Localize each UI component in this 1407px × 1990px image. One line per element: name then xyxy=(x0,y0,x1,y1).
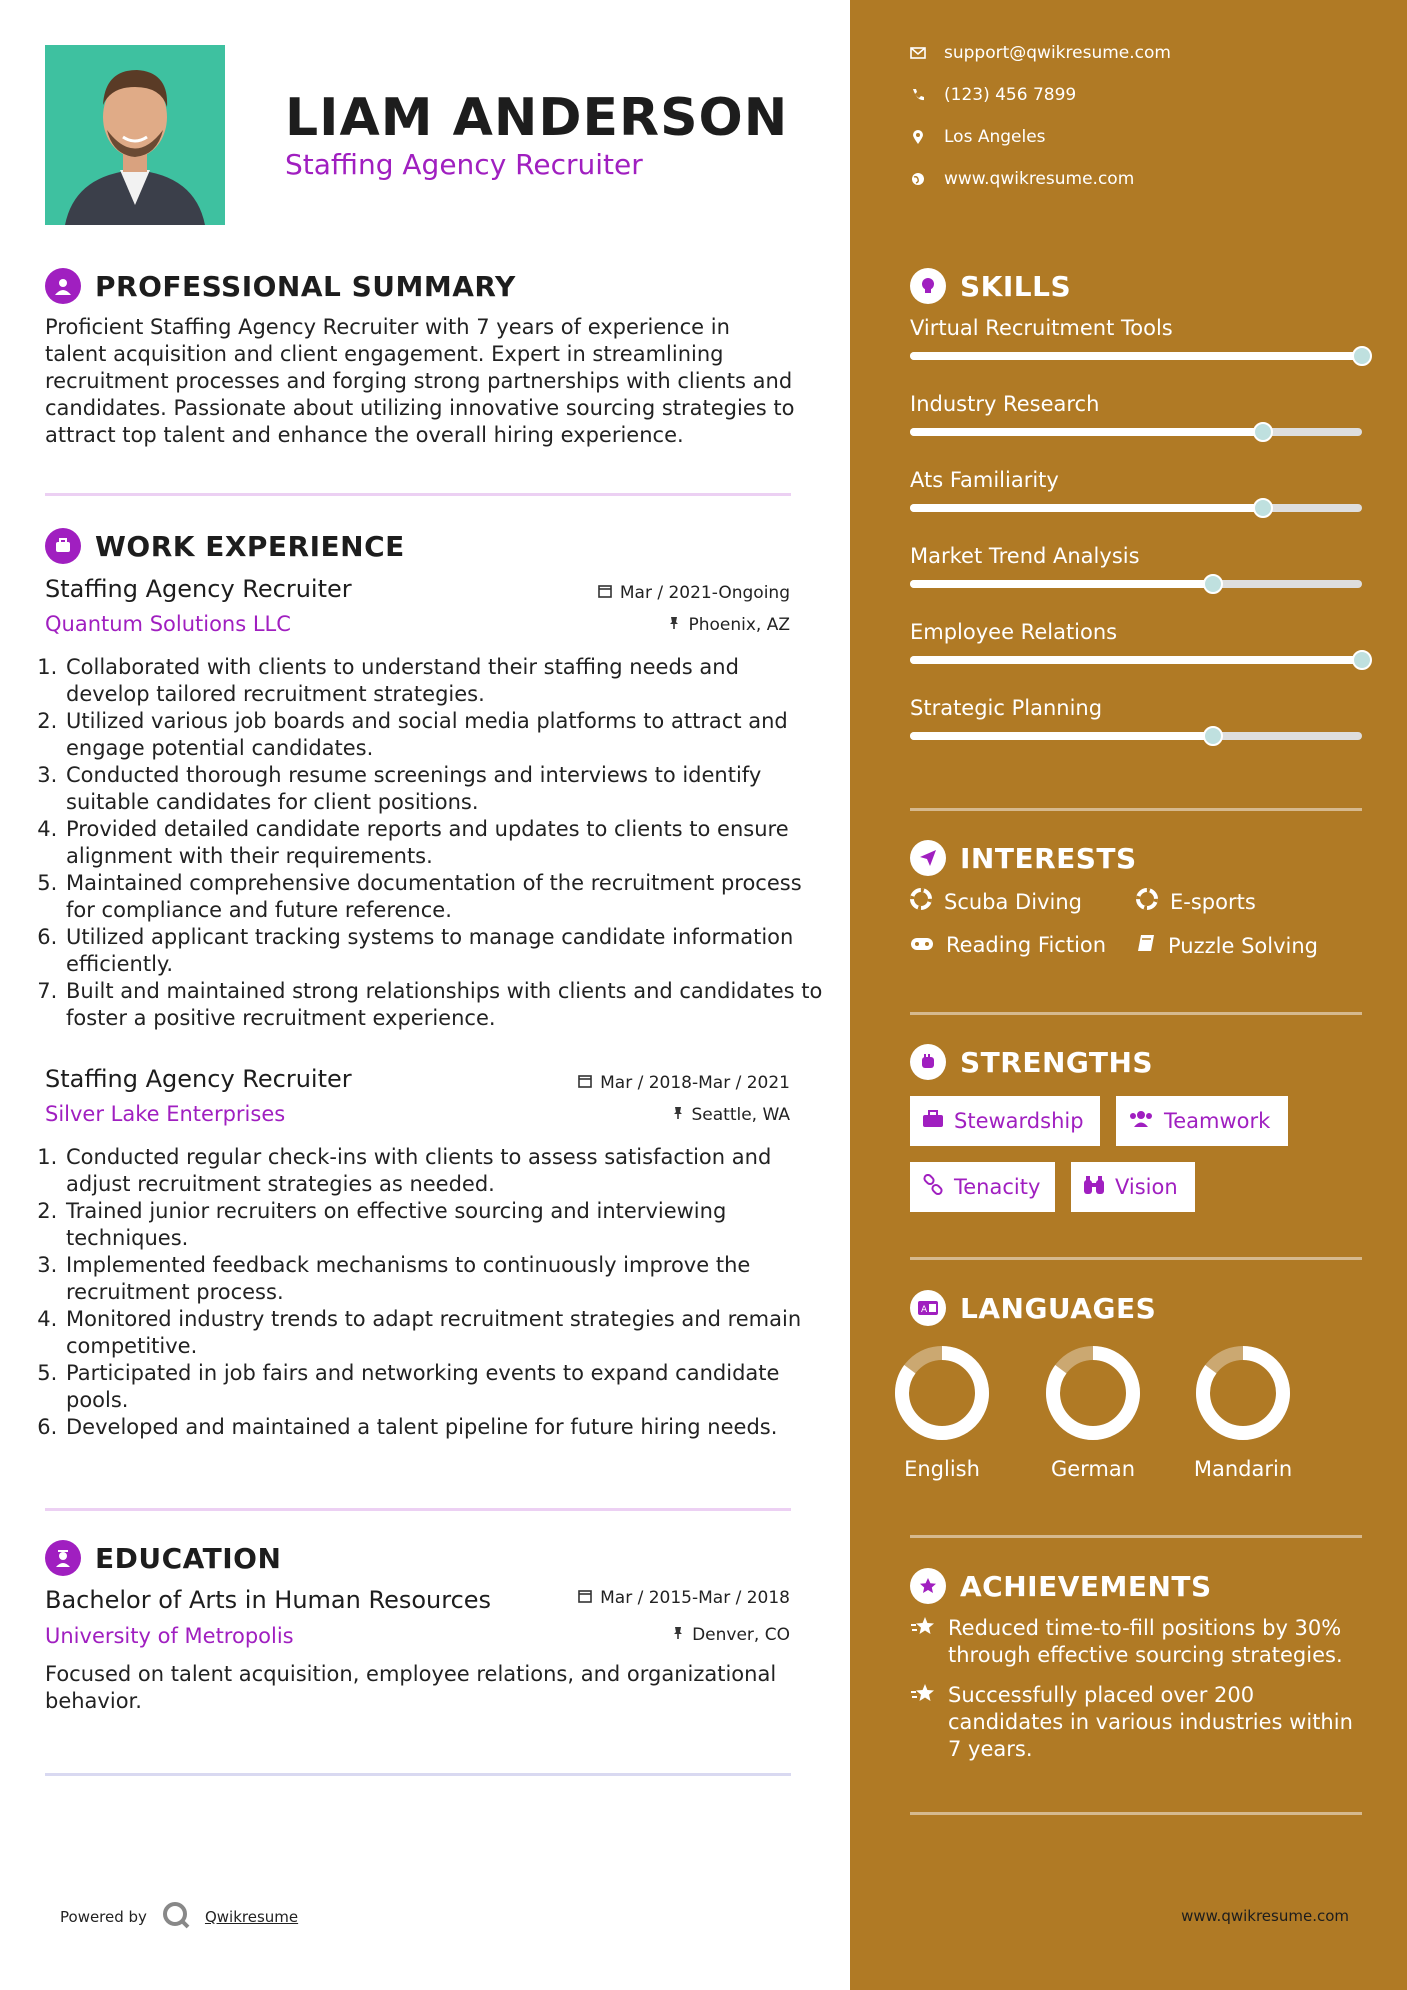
achievement-item xyxy=(910,1682,1362,1763)
contact-location xyxy=(910,127,1046,147)
skill-label: Industry Research xyxy=(910,392,1100,416)
skill-bar-knob xyxy=(1352,346,1372,366)
skill-label: Strategic Planning xyxy=(910,696,1103,720)
star-badge-icon xyxy=(910,1568,946,1604)
divider xyxy=(910,1812,1362,1815)
fist-icon xyxy=(910,1044,946,1080)
gamepad-icon xyxy=(910,933,934,957)
star-icon xyxy=(910,1682,936,1763)
job-bullets xyxy=(36,1144,824,1441)
language-label: Mandarin xyxy=(1193,1457,1293,1481)
list-item: 3. Implemented feedback mechanisms to continuously improve the recruitment process. xyxy=(64,1252,824,1306)
skill-label: Virtual Recruitment Tools xyxy=(910,316,1173,340)
briefcase-icon xyxy=(922,1109,944,1133)
job-date-text: Mar / 2021-Ongoing xyxy=(619,583,790,603)
globe-icon xyxy=(910,172,926,186)
interest-item xyxy=(1136,933,1318,958)
skills-title: SKILLS xyxy=(960,269,1072,303)
languages-title: LANGUAGES xyxy=(960,1291,1157,1325)
brand-link[interactable]: Qwikresume xyxy=(204,1908,299,1926)
skill-bar-knob xyxy=(1253,422,1273,442)
skill-bar xyxy=(910,732,1362,740)
skill-bar-knob xyxy=(1253,498,1273,518)
interest-label: Reading Fiction xyxy=(946,933,1107,957)
list-item: 6. Utilized applicant tracking systems to manage candidate information efficiently. xyxy=(64,924,824,978)
achievements-title: ACHIEVEMENTS xyxy=(960,1569,1212,1603)
pin-icon xyxy=(672,1105,684,1125)
job-title: Staffing Agency Recruiter xyxy=(45,575,352,603)
summary-title: PROFESSIONAL SUMMARY xyxy=(95,269,516,303)
skill-bar-fill xyxy=(910,580,1213,588)
skill-bar-fill xyxy=(910,656,1362,664)
language-label: German xyxy=(1050,1457,1136,1481)
binoculars-icon xyxy=(1083,1175,1105,1200)
education-title: EDUCATION xyxy=(95,1541,282,1575)
summary-text: Proficient Staffing Agency Recruiter with 7 years of experience in talent acquisition and client engagement. Expert in streamlining recruitment processes and forging strong partnerships with clients and candidates. Passionate about utilizing innovative sourcing strategies to attract top talent and enhance the overall hiring experience. xyxy=(45,315,795,447)
skill-bar-knob xyxy=(1352,650,1372,670)
list-item: 3. Conducted thorough resume screenings and interviews to identify suitable candidates for client positions. xyxy=(64,762,824,816)
paper-plane-icon xyxy=(910,840,946,876)
strength-chip xyxy=(1071,1162,1195,1212)
skill-bar-knob xyxy=(1203,574,1223,594)
skill-bar-knob xyxy=(1203,726,1223,746)
interest-label: Scuba Diving xyxy=(944,889,1082,914)
strength-chip xyxy=(1116,1096,1288,1146)
strength-chip xyxy=(910,1162,1055,1212)
contact-website-text[interactable]: www.qwikresume.com xyxy=(944,169,1135,189)
calendar-icon xyxy=(598,583,612,603)
envelope-icon xyxy=(910,47,926,59)
achievement-item xyxy=(910,1615,1362,1669)
language-item xyxy=(882,1343,1002,1481)
job-date-text: Mar / 2018-Mar / 2021 xyxy=(600,1073,790,1093)
contact-phone-text: (123) 456 7899 xyxy=(944,85,1077,105)
strength-label: Tenacity xyxy=(954,1175,1041,1199)
lightbulb-icon xyxy=(910,268,946,304)
footer-website[interactable]: www.qwikresume.com xyxy=(1181,1907,1349,1925)
pin-icon xyxy=(668,615,680,635)
skill-bar xyxy=(910,352,1362,360)
divider xyxy=(45,1773,791,1776)
skill-bar-fill xyxy=(910,504,1263,512)
summary-heading xyxy=(45,268,516,304)
job-location xyxy=(668,615,790,635)
strength-chip xyxy=(910,1096,1100,1146)
list-item: 1. Conducted regular check-ins with clients to assess satisfaction and adjust recruitment strategies as needed. xyxy=(64,1144,824,1198)
language-item xyxy=(1183,1343,1303,1481)
interests-title: INTERESTS xyxy=(960,841,1137,875)
job-date xyxy=(578,1073,790,1093)
skill-label: Employee Relations xyxy=(910,620,1118,644)
users-icon xyxy=(1128,1109,1154,1133)
divider xyxy=(910,1012,1362,1015)
skills-heading xyxy=(910,268,1071,304)
contact-location-text: Los Angeles xyxy=(944,127,1046,147)
interest-item xyxy=(910,888,1082,915)
strength-label: Stewardship xyxy=(954,1109,1084,1133)
language-item xyxy=(1033,1343,1153,1481)
interests-heading xyxy=(910,840,1137,876)
education-date xyxy=(578,1588,790,1608)
experience-heading xyxy=(45,528,405,564)
languages-heading xyxy=(910,1290,1156,1326)
list-item: 6. Developed and maintained a talent pipeline for future hiring needs. xyxy=(64,1414,824,1441)
list-item: 4. Monitored industry trends to adapt recruitment strategies and remain competitive. xyxy=(64,1306,824,1360)
powered-by-text: Powered by xyxy=(60,1908,147,1926)
pin-icon xyxy=(672,1625,684,1645)
skill-bar xyxy=(910,428,1362,436)
strength-label: Vision xyxy=(1115,1175,1178,1199)
achievements-heading xyxy=(910,1568,1212,1604)
book-icon xyxy=(1136,933,1156,958)
strengths-title: STRENGTHS xyxy=(960,1045,1154,1079)
education-date-text: Mar / 2015-Mar / 2018 xyxy=(600,1588,790,1608)
skill-label: Ats Familiarity xyxy=(910,468,1059,492)
skill-bar-fill xyxy=(910,352,1362,360)
school-name: University of Metropolis xyxy=(45,1624,294,1648)
lifebuoy-icon xyxy=(1136,888,1158,915)
lifebuoy-icon xyxy=(910,888,932,915)
skill-label: Market Trend Analysis xyxy=(910,544,1140,568)
education-heading xyxy=(45,1540,281,1576)
briefcase-icon xyxy=(45,528,81,564)
language-ring xyxy=(892,1343,992,1443)
achievement-text: Successfully placed over 200 candidates in various industries within 7 years. xyxy=(948,1683,1353,1761)
divider xyxy=(45,493,791,496)
language-ring xyxy=(1193,1343,1293,1443)
job-date xyxy=(598,583,790,603)
candidate-name: LIAM ANDERSON xyxy=(285,88,789,148)
divider xyxy=(910,1257,1362,1260)
divider xyxy=(910,1535,1362,1538)
phone-icon xyxy=(910,88,926,102)
skill-bar-fill xyxy=(910,428,1263,436)
strengths-heading xyxy=(910,1044,1153,1080)
degree-title: Bachelor of Arts in Human Resources xyxy=(45,1586,492,1614)
contact-email-text[interactable]: support@qwikresume.com xyxy=(944,43,1171,63)
education-location xyxy=(672,1625,790,1645)
interest-label: Puzzle Solving xyxy=(1168,933,1318,958)
contact-website xyxy=(910,169,1134,189)
skill-bar xyxy=(910,580,1362,588)
achievement-text: Reduced time-to-fill positions by 30% through effective sourcing strategies. xyxy=(948,1616,1343,1667)
skill-bar xyxy=(910,656,1362,664)
graduation-icon xyxy=(45,1540,81,1576)
map-pin-icon xyxy=(910,129,926,145)
link-icon xyxy=(922,1174,944,1201)
job-location xyxy=(672,1105,791,1125)
calendar-icon xyxy=(578,1588,592,1608)
list-item: 2. Utilized various job boards and social media platforms to attract and engage potential candidates. xyxy=(64,708,824,762)
skill-bar-fill xyxy=(910,732,1213,740)
interest-item xyxy=(1136,888,1256,915)
language-icon xyxy=(910,1290,946,1326)
interest-item xyxy=(910,933,1106,957)
divider xyxy=(45,1508,791,1511)
candidate-role: Staffing Agency Recruiter xyxy=(285,148,643,181)
profile-photo xyxy=(45,45,225,225)
job-bullets xyxy=(36,654,824,1032)
skill-bar xyxy=(910,504,1362,512)
list-item: 5. Maintained comprehensive documentation of the recruitment process for compliance and future reference. xyxy=(64,870,824,924)
contact-email xyxy=(910,43,1171,63)
job-location-text: Seattle, WA xyxy=(691,1105,790,1125)
job-company: Silver Lake Enterprises xyxy=(45,1102,286,1126)
education-location-text: Denver, CO xyxy=(692,1625,790,1645)
strength-label: Teamwork xyxy=(1164,1109,1271,1133)
svg-text:A: A xyxy=(921,1305,928,1315)
list-item: 7. Built and maintained strong relationships with clients and candidates to foster a positive recruitment experience. xyxy=(64,978,824,1032)
language-label: English xyxy=(904,1457,980,1481)
education-description: Focused on talent acquisition, employee relations, and organizational behavior. xyxy=(45,1662,777,1713)
job-title: Staffing Agency Recruiter xyxy=(45,1065,352,1093)
qwikresume-logo-icon xyxy=(161,1900,191,1934)
footer-powered-by xyxy=(60,1900,298,1934)
list-item: 4. Provided detailed candidate reports and updates to clients to ensure alignment with their requirements. xyxy=(64,816,824,870)
list-item: 5. Participated in job fairs and networking events to expand candidate pools. xyxy=(64,1360,824,1414)
list-item: 1. Collaborated with clients to understand their staffing needs and develop tailored recruitment strategies. xyxy=(64,654,824,708)
job-company: Quantum Solutions LLC xyxy=(45,612,291,636)
user-icon xyxy=(45,268,81,304)
job-location-text: Phoenix, AZ xyxy=(688,615,790,635)
interest-label: E-sports xyxy=(1170,889,1256,914)
contact-phone xyxy=(910,85,1076,105)
sidebar xyxy=(850,0,1407,1990)
language-ring xyxy=(1043,1343,1143,1443)
star-icon xyxy=(910,1615,936,1669)
divider xyxy=(910,808,1362,811)
calendar-icon xyxy=(578,1073,592,1093)
list-item: 2. Trained junior recruiters on effective sourcing and interviewing techniques. xyxy=(64,1198,824,1252)
experience-title: WORK EXPERIENCE xyxy=(95,529,405,563)
